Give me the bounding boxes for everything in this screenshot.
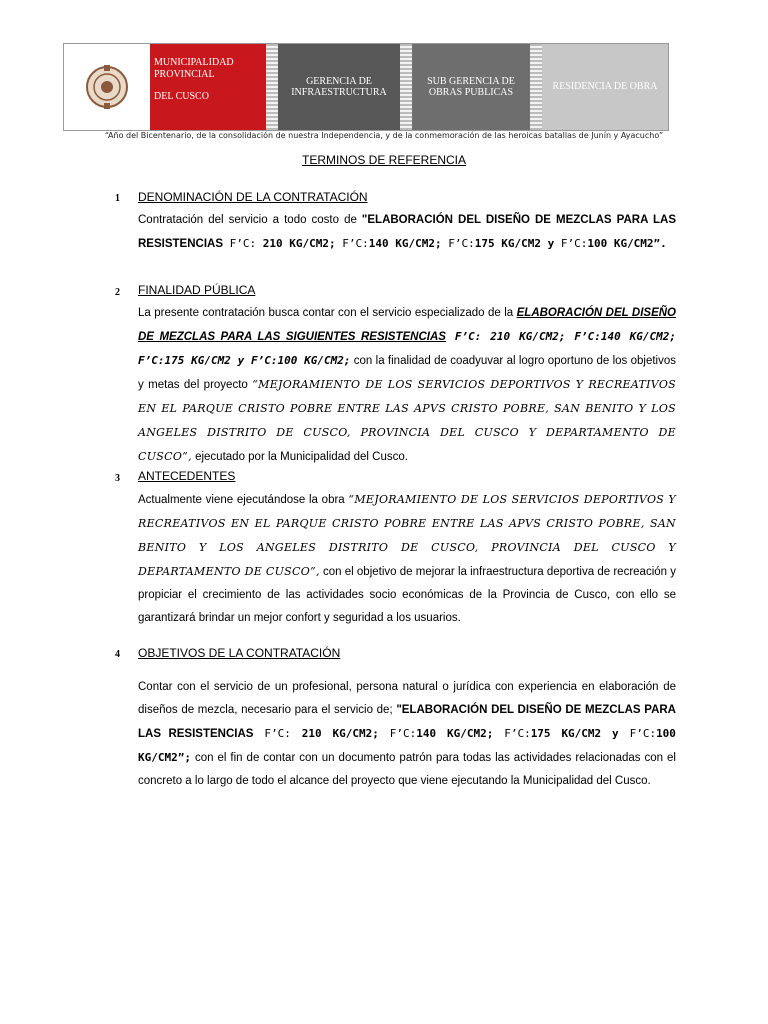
text-run: 175 KG/CM2 y	[530, 727, 619, 740]
gerencia-cell	[278, 44, 400, 130]
section-paragraph	[138, 209, 676, 256]
section-heading: ANTECEDENTES	[138, 469, 236, 483]
section-number: 1	[115, 193, 120, 204]
text-run: "ELABORACIÓN DEL DISEÑO DE MEZCLAS PARA LAS RESISTENCIAS	[138, 214, 677, 250]
ornament-divider	[266, 44, 278, 130]
text-run: con el fin de contar con un documento patrón para todas las actividades relacionadas con el concreto a lo largo de todo el alcance del proyecto que viene ejecutando la Municipalidad del Cusco.	[138, 752, 676, 787]
text-run: “MEJORAMIENTO DE LOS SERVICIOS DEPORTIVOS Y RECREATIVOS EN EL PARQUE CRISTO POBRE ENTRE LAS APVS CRISTO POBRE, SAN BENITO Y LOS ANGELES DISTRITO DE CUSCO, PROVINCIA DEL CUSCO Y DEPARTAMENTO DE CUSCO”,	[138, 378, 676, 463]
section-paragraph	[138, 676, 676, 793]
text-run: 140 KG/CM2;	[368, 237, 442, 250]
text-run: ejecutado por la Municipalidad del Cusco.	[191, 451, 408, 463]
text-run: con la finalidad de coadyuvar al logro oportuno de los objetivos y metas del proyecto	[138, 355, 677, 391]
text-run: 210 KG/CM2;	[301, 727, 379, 740]
text-run: Actualmente viene ejecutándose la obra	[138, 494, 349, 506]
text-run: “MEJORAMIENTO DE LOS SERVICIOS DEPORTIVOS Y RECREATIVOS EN EL PARQUE CRISTO POBRE ENTRE LAS APVS CRISTO POBRE, SAN BENITO Y LOS ANGELES DISTRITO DE CUSCO, PROVINCIA DEL CUSCO Y DEPARTAMENTO DE CUSCO”,	[138, 493, 676, 578]
org-line-1: MUNICIPALIDAD	[154, 57, 234, 68]
logo-cell	[64, 44, 150, 130]
text-run: F’C:	[493, 727, 531, 740]
text-run: "ELABORACIÓN DEL DISEÑO DE MEZCLAS PARA LAS RESISTENCIAS	[138, 704, 676, 740]
text-run: La presente contratación busca contar con el servicio especializado de la	[138, 307, 517, 319]
text-run: 175 KG/CM2 y	[474, 237, 555, 250]
section-heading: OBJETIVOS DE LA CONTRATACIÓN	[138, 646, 341, 660]
text-run: F’C:	[223, 237, 263, 250]
text-run: F’C: 210 KG/CM2; F’C:140 KG/CM2; F’C:175 KG/CM2 y F’C:100 KG/CM2;	[138, 330, 676, 367]
year-motto: “Año del Bicentenario, de la consolidación de nuestra Independencia, y de la conmemoración de las heroicas batallas de Junín y Ayacucho”	[104, 131, 664, 140]
text-run: 100 KG/CM2”;	[138, 727, 676, 764]
org-line-2: PROVINCIAL	[154, 68, 215, 80]
section-number: 4	[115, 649, 120, 660]
section-paragraph	[138, 488, 676, 630]
text-run: ELABORACIÓN DEL DISEÑO DE MEZCLAS PARA LAS SIGUIENTES RESISTENCIAS	[138, 307, 677, 343]
document-title: TERMINOS DE REFERENCIA	[301, 153, 466, 167]
residencia-label: RESIDENCIA DE OBRA	[552, 81, 658, 93]
gerencia-label: GERENCIA DE INFRAESTRUCTURA	[291, 75, 387, 98]
text-run: Contar con el servicio de un profesional, persona natural o jurídica con experiencia en elaboración de diseños de mezcla, necesario para el servicio de;	[138, 681, 676, 716]
subgerencia-label: SUB GERENCIA DE OBRAS PUBLICAS	[427, 75, 515, 98]
text-run: F’C:	[441, 237, 475, 250]
text-run: con el objetivo de mejorar la infraestructura deportiva de recreación y propiciar el crecimiento de las actividades socio económicas de la Provincia de Cusco, con ello se garantizará brindar un mejor confort y seguridad a los usuarios.	[138, 566, 676, 624]
section-number: 2	[115, 287, 120, 298]
section-paragraph	[138, 302, 676, 469]
text-run: F’C:	[378, 727, 417, 740]
section-heading: FINALIDAD PÚBLICA	[138, 283, 256, 297]
residencia-cell	[542, 44, 668, 130]
text-run: F’C:	[618, 727, 657, 740]
text-run: 100 KG/CM2”.	[587, 237, 667, 250]
text-run: Contratación del servicio a todo costo de	[138, 214, 362, 226]
section-heading: DENOMINACIÓN DE LA CONTRATACIÓN	[138, 190, 368, 204]
ornament-divider	[530, 44, 542, 130]
subgerencia-cell	[412, 44, 530, 130]
org-line-3: DEL CUSCO	[154, 91, 209, 102]
org-name-cell	[150, 44, 266, 130]
text-run: F’C:	[554, 237, 588, 250]
text-run: 140 KG/CM2;	[416, 727, 494, 740]
letterhead	[63, 43, 669, 131]
text-run: F’C:	[335, 237, 369, 250]
ornament-divider	[400, 44, 412, 130]
municipal-crest-icon	[84, 61, 130, 113]
text-run: F’C:	[253, 727, 302, 740]
text-run: 210 KG/CM2;	[262, 237, 336, 250]
section-number: 3	[115, 473, 120, 484]
